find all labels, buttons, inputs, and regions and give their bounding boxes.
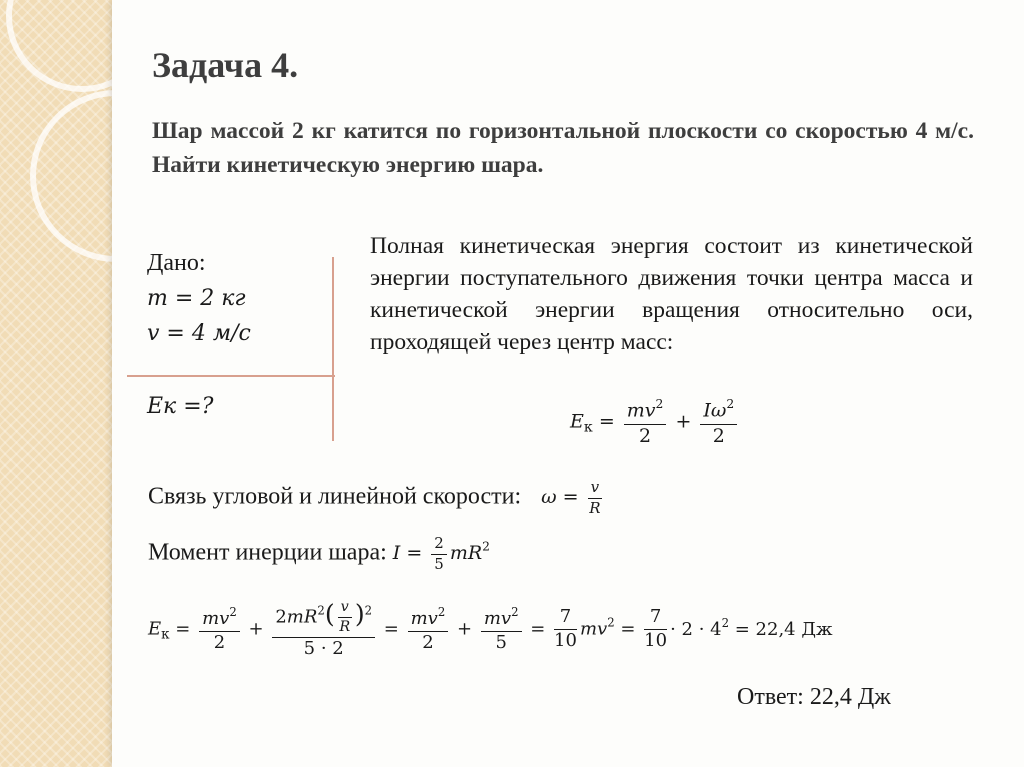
given-divider-vertical (332, 257, 334, 441)
slide-title: Задача 4. (152, 45, 299, 85)
given-divider-horizontal (127, 375, 335, 377)
explanation-text: Полная кинетическая энергия состоит из кинетической энергии поступательного движения точки центра масса и кинетической энергии вращения относительно оси, проходящей через центр масс: (370, 233, 973, 355)
given-velocity: 𝑣 = 4 м/с (147, 321, 251, 346)
find-energy: 𝐸к =? (147, 394, 214, 419)
inertia-label: Момент инерции шара: (148, 539, 387, 566)
decorative-sidebar (0, 0, 112, 767)
relation-formula: ω = $\frac{v}{R}$ (541, 478, 601, 517)
problem-statement: Шар массой 2 кг катится по горизонтальной плоскости со скоростью 4 м/с. Найти кинетическую энергию шара. (152, 118, 974, 178)
formula-derivation: $E_к$ = $\frac{mv^2}{2}$ + $2mR^2$( $\frac{v}{R}$ )$^2$ 5 · 2 = $\frac{mv^2}{2}$ + $\frac{mv^2}{5}$ = $\frac{7}{10}$ $mv^2$ = $\frac{7}{10}$ · $2 \cdot 4^2 = 22,4$ Дж (148, 599, 833, 660)
given-header: Дано: (147, 250, 206, 276)
relation-label: Связь угловой и линейной скорости: (148, 483, 522, 510)
formula-total-energy: $E_к$ = $\frac{mv^2}{2}$ + $\frac{I\omega^2}{2}$ (570, 398, 740, 447)
relation-line (148, 480, 605, 517)
inertia-line (148, 536, 490, 573)
given-block (147, 246, 251, 424)
inertia-formula: I = $\frac{2}{5}$ $mR^2$ (392, 534, 491, 573)
given-mass: 𝑚 = 2 кг (147, 286, 246, 311)
answer-text: Ответ: 22,4 Дж (737, 684, 891, 710)
